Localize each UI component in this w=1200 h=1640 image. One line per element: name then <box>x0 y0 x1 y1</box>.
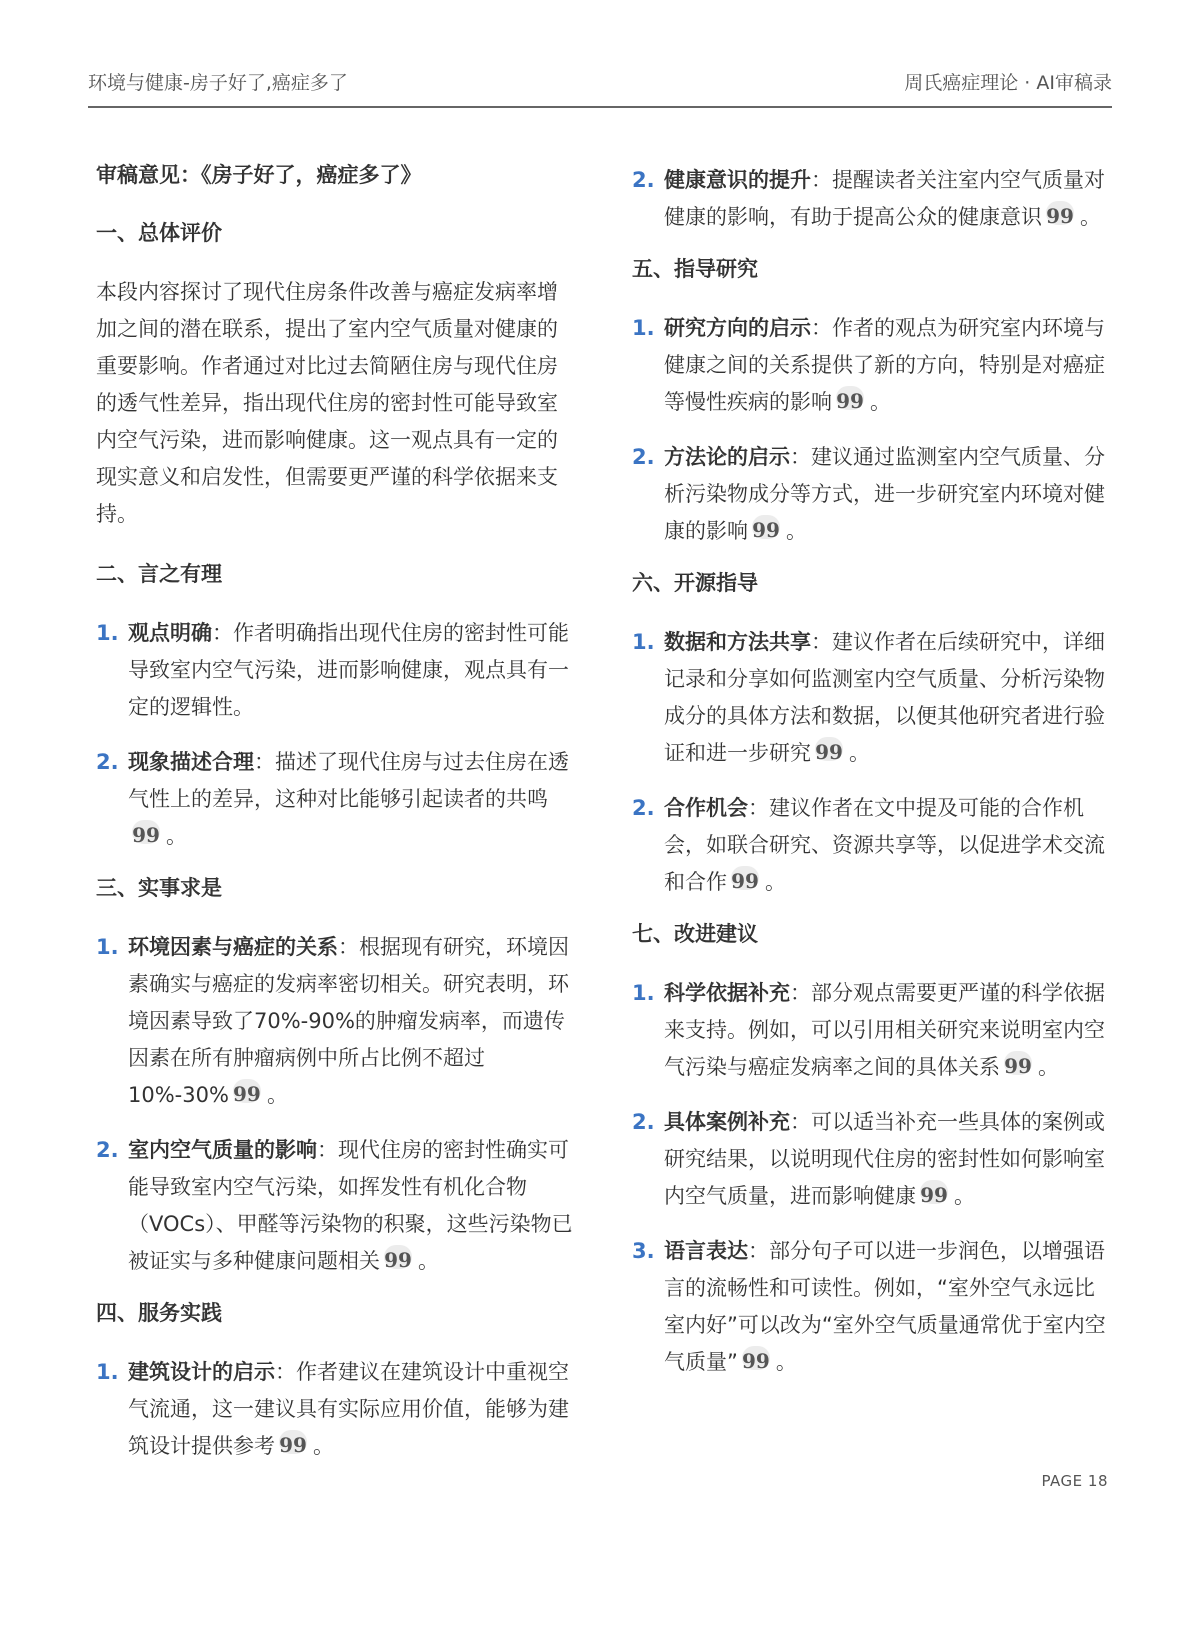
list-item <box>96 615 576 726</box>
period: 。 <box>849 741 870 765</box>
list-item <box>632 1233 1112 1381</box>
period: 。 <box>266 1083 288 1107</box>
item-title: 方法论的启示 <box>664 445 790 469</box>
period: 。 <box>786 519 807 543</box>
header-series-title: 周氏癌症理论 · AI审稿录 <box>904 72 1112 94</box>
research-list <box>632 310 1112 550</box>
item-title: 健康意识的提升 <box>664 168 811 192</box>
review-title: 审稿意见：《房子好了，癌症多了》 <box>96 163 422 187</box>
period: 。 <box>954 1184 975 1208</box>
list-number: 1. <box>632 630 655 654</box>
item-title: 语言表达 <box>664 1239 748 1263</box>
section-heading-open-source: 六、开源指导 <box>632 571 758 595</box>
open-source-list <box>632 624 1112 901</box>
quote-icon[interactable]: 99 <box>752 515 780 539</box>
list-number: 2. <box>632 1110 655 1134</box>
list-number: 2. <box>96 750 119 774</box>
reasonable-list <box>96 615 576 855</box>
quote-icon[interactable]: 99 <box>815 737 843 761</box>
item-text: ：作者明确指出现代住房的密封性可能导致室内空气污染，进而影响健康，观点具有一定的逻辑性。 <box>128 621 569 719</box>
list-item <box>632 790 1112 901</box>
right-column <box>632 162 1112 1399</box>
list-item <box>632 162 1112 236</box>
content-columns <box>96 160 1106 1560</box>
list-item <box>632 310 1112 421</box>
list-number: 1. <box>96 621 119 645</box>
practice-list-continued <box>632 162 1112 236</box>
period: 。 <box>1080 205 1101 229</box>
item-text: ：根据现有研究，环境因素确实与癌症的发病率密切相关。研究表明，环境因素导致了70%-90%的肿瘤发病率，而遗传因素在所有肿瘤病例中所占比例不超过10%-30% <box>128 935 569 1107</box>
period: 。 <box>870 390 891 414</box>
list-item <box>632 1104 1112 1215</box>
period: 。 <box>418 1249 439 1273</box>
improvements-list <box>632 975 1112 1381</box>
item-text: ：现代住房的密封性确实可能导致室内空气污染，如挥发性有机化合物（VOCs）、甲醛等污染物的积聚，这些污染物已被证实与多种健康问题相关 <box>128 1138 573 1273</box>
item-text: ：部分句子可以进一步润色，以增强语言的流畅性和可读性。例如，“室外空气永远比室内好”可以改为“室外空气质量通常优于室内空气质量” <box>664 1239 1106 1374</box>
left-column <box>96 160 576 1483</box>
section-heading-reasonable: 二、言之有理 <box>96 562 222 586</box>
list-number: 2. <box>632 168 655 192</box>
page-header <box>88 68 1112 108</box>
period: 。 <box>313 1434 334 1458</box>
item-title: 室内空气质量的影响 <box>128 1138 317 1162</box>
section-heading-facts: 三、实事求是 <box>96 876 222 900</box>
item-text: ：部分观点需要更严谨的科学依据来支持。例如，可以引用相关研究来说明室内空气污染与癌症发病率之间的具体关系 <box>664 981 1105 1079</box>
practice-list <box>96 1354 576 1465</box>
list-item <box>632 439 1112 550</box>
quote-icon[interactable]: 99 <box>132 820 160 844</box>
quote-icon[interactable]: 99 <box>920 1180 948 1204</box>
list-item <box>96 929 576 1114</box>
section-heading-research: 五、指导研究 <box>632 257 758 281</box>
item-title: 环境因素与癌症的关系 <box>128 935 338 959</box>
item-title: 研究方向的启示 <box>664 316 811 340</box>
quote-icon[interactable]: 99 <box>384 1245 412 1269</box>
header-document-title: 环境与健康-房子好了,癌症多了 <box>88 72 348 94</box>
item-text: ：作者的观点为研究室内环境与健康之间的关系提供了新的方向，特别是对癌症等慢性疾病的影响 <box>664 316 1105 414</box>
item-text: ：可以适当补充一些具体的案例或研究结果，以说明现代住房的密封性如何影响室内空气质量，进而影响健康 <box>664 1110 1105 1208</box>
section-heading-improvements: 七、改进建议 <box>632 922 758 946</box>
item-text: ：描述了现代住房与过去住房在透气性上的差异，这种对比能够引起读者的共鸣 <box>128 750 569 811</box>
item-title: 合作机会 <box>664 796 748 820</box>
list-number: 1. <box>632 316 655 340</box>
quote-icon[interactable]: 99 <box>279 1430 307 1454</box>
list-number: 1. <box>96 1360 119 1384</box>
item-title: 观点明确 <box>128 621 212 645</box>
item-text: ：作者建议在建筑设计中重视空气流通，这一建议具有实际应用价值，能够为建筑设计提供参考 <box>128 1360 569 1458</box>
section-heading-practice: 四、服务实践 <box>96 1301 222 1325</box>
item-text: ：建议作者在后续研究中，详细记录和分享如何监测室内空气质量、分析污染物成分的具体方法和数据，以便其他研究者进行验证和进一步研究 <box>664 630 1105 765</box>
list-item <box>632 624 1112 772</box>
list-item <box>96 1354 576 1465</box>
list-item <box>632 975 1112 1086</box>
period: 。 <box>765 870 786 894</box>
item-text: ：建议通过监测室内空气质量、分析污染物成分等方式，进一步研究室内环境对健康的影响 <box>664 445 1105 543</box>
quote-icon[interactable]: 99 <box>836 386 864 410</box>
period: 。 <box>775 1350 797 1374</box>
item-title: 数据和方法共享 <box>664 630 811 654</box>
item-title: 建筑设计的启示 <box>128 1360 275 1384</box>
quote-icon[interactable]: 99 <box>1046 201 1074 225</box>
list-number: 3. <box>632 1239 655 1263</box>
facts-list <box>96 929 576 1280</box>
list-item <box>96 744 576 855</box>
quote-icon[interactable]: 99 <box>742 1346 770 1370</box>
item-text: ：提醒读者关注室内空气质量对健康的影响，有助于提高公众的健康意识 <box>664 168 1105 229</box>
quote-icon[interactable]: 99 <box>731 866 759 890</box>
section-heading-overall: 一、总体评价 <box>96 221 222 245</box>
list-item <box>96 1132 576 1280</box>
period: 。 <box>1038 1055 1059 1079</box>
item-text: ：建议作者在文中提及可能的合作机会，如联合研究、资源共享等，以促进学术交流和合作 <box>664 796 1105 894</box>
list-number: 1. <box>96 935 119 959</box>
list-number: 1. <box>632 981 655 1005</box>
list-number: 2. <box>96 1138 119 1162</box>
list-number: 2. <box>632 796 655 820</box>
item-title: 具体案例补充 <box>664 1110 790 1134</box>
item-title: 现象描述合理 <box>128 750 254 774</box>
item-title: 科学依据补充 <box>664 981 790 1005</box>
page-number: PAGE 18 <box>1041 1472 1108 1490</box>
quote-icon[interactable]: 99 <box>233 1079 261 1103</box>
quote-icon[interactable]: 99 <box>1004 1051 1032 1075</box>
list-number: 2. <box>632 445 655 469</box>
period: 。 <box>166 824 187 848</box>
overall-paragraph: 本段内容探讨了现代住房条件改善与癌症发病率增加之间的潜在联系，提出了室内空气质量对健康的重要影响。作者通过对比过去简陋住房与现代住房的透气性差异，指出现代住房的密封性可能导致室内空气污染，进而影响健康。这一观点具有一定的现实意义和启发性，但需要更严谨的科学依据来支持。 <box>96 280 558 526</box>
